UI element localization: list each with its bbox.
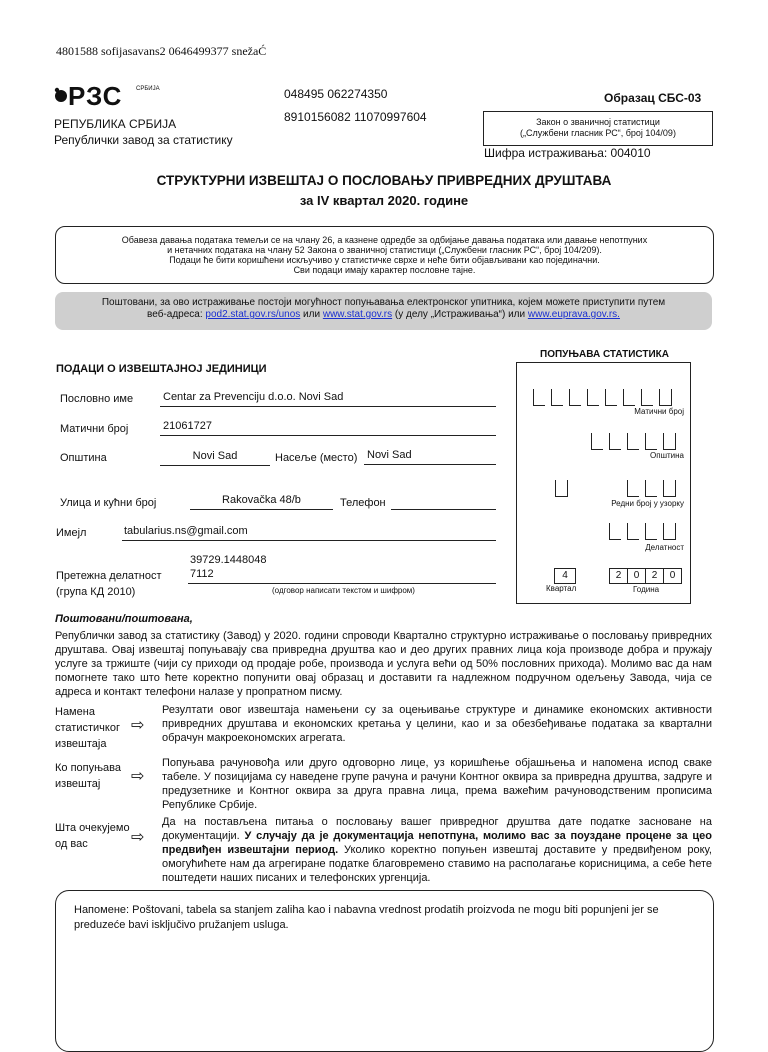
- stat-order-cell-a[interactable]: [555, 480, 575, 496]
- link-stat[interactable]: www.stat.gov.rs: [322, 309, 393, 320]
- purpose-label: [55, 704, 120, 752]
- numbers-line1: 048495 062274350: [284, 87, 388, 101]
- reg-field[interactable]: [160, 420, 496, 436]
- municipality-label: Општина: [60, 452, 107, 464]
- law-box: [483, 111, 713, 146]
- top-note: 4801588 sofijasavans2 0646499377 snežaĆ: [56, 44, 267, 58]
- logo-sub: СРБИЈА: [136, 86, 160, 92]
- expect-text-bold: У случају да је документација непотпуна, молимо вас за поуздане процене за цео предвиђен извештајни период.: [162, 830, 713, 856]
- remark-text: Напомене: Poštovani, tabela sa stanjem zaliha kao i nabavna vrednost prodatih proizvoda ne mogu biti popunjeni jer se preduzeće bavi isključivo pružanjem usluga.: [74, 904, 659, 931]
- unit-heading: ПОДАЦИ О ИЗВЕШТАЈНОЈ ЈЕДИНИЦИ: [56, 363, 267, 375]
- activity-value1: 39729.1448048: [190, 554, 267, 566]
- purpose-label1: Намена: [55, 706, 95, 718]
- municipality-field[interactable]: [160, 450, 270, 466]
- who-label2: извештај: [55, 778, 101, 790]
- expect-text-a: Да на постављена питања о пословању вашег привредног друштва дате податке засноване на документацији.: [162, 816, 712, 842]
- purpose-arrow-icon: ⇨: [131, 717, 145, 734]
- reg-label: Матични број: [60, 423, 129, 435]
- stat-panel-heading: ПОПУЊАВА СТАТИСТИКА: [540, 349, 670, 360]
- stat-activity-cells[interactable]: [609, 523, 684, 539]
- obligation-line4: Сви подаци имају карактер пословне тајне.: [293, 265, 476, 275]
- intro-paragraph: Републички завод за статистику (Завод) у 2020. години спроводи Квартално структурно истраживање о пословању привредних друштава. Овај извештај попуњавају сва привредна друштва као и део других правних лица која производе добра и пружају услуге за тржиште (чији су приходи од продаје робе, производа и услуга већи од 50% пословних прихода). Молимо вас да нам помогнете тако што ћете коректно попунити овај образац и доставити га надлежном подручном одељењу Завода, чија се адреса и контакт телефони налазе у пропратном писму.: [55, 630, 712, 698]
- street-label: Улица и кућни број: [60, 497, 157, 509]
- year-digit-1: 2: [609, 568, 628, 584]
- who-label1: Ко попуњава: [55, 762, 122, 774]
- phone-field[interactable]: [391, 494, 496, 510]
- email-field[interactable]: [122, 525, 496, 541]
- stat-quarter-label: Квартал: [546, 584, 577, 593]
- stat-quarter-cell[interactable]: 4: [554, 568, 576, 584]
- electronic-sep2: (у делу „Истраживања“) или: [392, 309, 528, 320]
- link-pod2[interactable]: pod2.stat.gov.rs/unos: [205, 309, 301, 320]
- expect-label1: Шта очекујемо: [55, 822, 130, 834]
- electronic-box: [55, 292, 712, 330]
- activity-value2: 7112: [190, 568, 214, 580]
- obligation-line2: и нетачних података на члану 52 Закона о званичној статистици („Службени гласник РС“, број 104/209).: [167, 245, 602, 255]
- electronic-line2: [55, 309, 712, 320]
- stat-municipality-label: Општина: [650, 451, 684, 460]
- obligation-box: [55, 226, 714, 284]
- stat-year-cells[interactable]: [609, 568, 685, 584]
- purpose-label2: статистичког: [55, 722, 120, 734]
- link-euprava[interactable]: www.euprava.gov.rs.: [527, 309, 620, 320]
- expect-text: [162, 815, 712, 885]
- who-label: [55, 760, 121, 792]
- expect-label2: од вас: [55, 838, 88, 850]
- stat-activity-label: Делатност: [645, 543, 684, 552]
- stat-year-label: Година: [633, 585, 660, 594]
- electronic-line1: Поштовани, за ово истраживање постоји могућност попуњавања електронског упитника, којем можете приступити путем: [101, 297, 666, 308]
- page-title: СТРУКТУРНИ ИЗВЕШТАЈ О ПОСЛОВАЊУ ПРИВРЕДНИХ ДРУШТАВА: [156, 173, 612, 188]
- obligation-line3: Подаци ће бити коришћени искључиво у статистичке сврхе и неће бити објављивани као појединачни.: [169, 255, 600, 265]
- electronic-prefix: веб-адреса:: [147, 309, 206, 320]
- institution-line1: РЕПУБЛИКА СРБИЈА: [54, 117, 177, 131]
- greeting: Поштовани/поштована,: [55, 613, 193, 625]
- who-text: Попуњава рачуновођа или друго одговорно лице, уз коришћење објашњења и напомена испод сваке табеле. У позицијама су наведене групе рачуна и рачуни Контног оквира за привредна друштва, задруге и предузетнике и Контног оквира за друга правна лица, према важећим рачуноводственим прописима Републике Србије.: [162, 757, 712, 811]
- municipality-value: Novi Sad: [192, 450, 238, 462]
- name-field[interactable]: [160, 391, 496, 407]
- numbers-line2: 8910156082 11070997604: [284, 110, 427, 124]
- year-digit-2: 0: [627, 568, 646, 584]
- who-arrow-icon: ⇨: [131, 768, 145, 785]
- expect-arrow-icon: ⇨: [131, 829, 145, 846]
- stat-municipality-cells[interactable]: [591, 433, 681, 449]
- activity-field[interactable]: [188, 568, 496, 584]
- year-digit-4: 0: [663, 568, 682, 584]
- reg-value: 21061727: [163, 420, 212, 432]
- expect-label: [55, 820, 130, 852]
- activity-label2: (група КД 2010): [56, 586, 136, 598]
- purpose-text: Резултати овог извештаја намењени су за оцењивање структуре и динамике економских активности привредних друштава и економских кретања у целини, као и за обезбеђивање података за квартални обрачун макроекономских агрегата.: [162, 704, 712, 744]
- obligation-line1: Обавеза давања података темељи се на члану 26, а казнене одредбе за одбијање давања података или давање непотпуних: [121, 235, 648, 245]
- email-value: tabularius.ns@gmail.com: [124, 525, 248, 537]
- stat-order-label: Редни број у узорку: [611, 499, 684, 508]
- stat-order-cells[interactable]: [627, 480, 687, 496]
- street-value: Rakovačka 48/b: [222, 494, 301, 506]
- phone-label: Телефон: [340, 497, 386, 509]
- page-subtitle: за IV квартал 2020. године: [299, 193, 469, 208]
- name-value: Centar za Prevenciju d.o.o. Novi Sad: [163, 391, 344, 403]
- name-label: Пословно име: [60, 393, 134, 405]
- email-label: Имејл: [56, 527, 87, 539]
- purpose-label3: извештаја: [55, 738, 107, 750]
- survey-code: Шифра истраживања: 004010: [484, 146, 651, 160]
- rzs-logo: [54, 81, 160, 115]
- street-field[interactable]: [190, 494, 333, 510]
- settlement-label: Насеље (место): [275, 452, 358, 464]
- year-digit-3: 2: [645, 568, 664, 584]
- stat-reg-cells[interactable]: [533, 389, 673, 405]
- settlement-value: Novi Sad: [367, 449, 412, 461]
- expect-text-b: Уколико коректно попуњен извештај доставите у предвиђеном року, омогућићете нам да агрегиране податке благовремено ставимо на располагање корисницима, а себе ћете поштедети наших писаних и телефонских ургенција.: [162, 844, 712, 884]
- remark-box[interactable]: [55, 890, 714, 1052]
- logo-text: РЗС: [68, 81, 123, 111]
- law-line1: Закон о званичној статистици: [536, 117, 660, 127]
- form-code: Образац СБС-03: [604, 91, 702, 105]
- law-line2: („Службени гласник РС“, број 104/09): [520, 128, 676, 138]
- stat-panel: [516, 362, 691, 604]
- activity-hint: (одговор написати текстом и шифром): [272, 586, 415, 595]
- activity-label1: Претежна делатност: [56, 570, 162, 582]
- stat-reg-label: Матични број: [634, 407, 684, 416]
- settlement-field[interactable]: [364, 449, 496, 465]
- institution-line2: Републички завод за статистику: [54, 133, 233, 147]
- electronic-sep1: или: [300, 309, 323, 320]
